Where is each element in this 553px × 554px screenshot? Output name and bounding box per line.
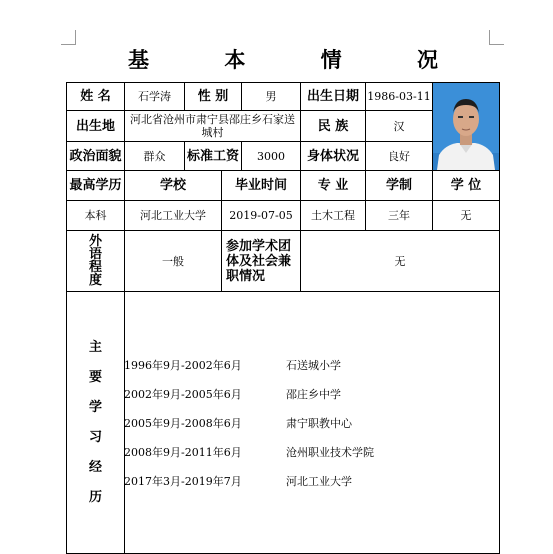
associations-value: 无 xyxy=(300,230,500,292)
health-value: 良好 xyxy=(365,141,433,171)
history-item xyxy=(124,467,374,496)
ethnicity-value: 汉 xyxy=(365,110,433,142)
gender-value: 男 xyxy=(241,82,301,111)
history-period: 2008年9月-2011年6月 xyxy=(124,446,242,459)
education-label: 最高学历 xyxy=(66,170,125,201)
page-title: 基 本 情 况 xyxy=(128,47,472,72)
history-item xyxy=(124,351,374,380)
history-item xyxy=(124,380,374,409)
language-value: 一般 xyxy=(124,230,222,292)
history-school: 邵庄乡中学 xyxy=(286,388,341,401)
grad-time-label: 毕业时间 xyxy=(221,170,301,201)
history-school: 沧州职业技术学院 xyxy=(286,446,374,459)
history-item xyxy=(124,409,374,438)
crop-mark-right xyxy=(489,30,504,45)
education-value: 本科 xyxy=(66,200,125,231)
salary-value: 3000 xyxy=(241,141,301,171)
gender-label: 性 别 xyxy=(184,82,242,111)
birthplace-label: 出生地 xyxy=(66,110,125,142)
birth-date-label: 出生日期 xyxy=(300,82,366,111)
associations-label: 参加学术团体及社会兼职情况 xyxy=(221,230,301,292)
photo-frame xyxy=(432,82,500,171)
name-value: 石学涛 xyxy=(124,82,185,111)
duration-label: 学制 xyxy=(365,170,433,201)
grad-time-value: 2019-07-05 xyxy=(221,200,301,231)
birthplace-value: 河北省沧州市肃宁县邵庄乡石家送城村 xyxy=(124,110,301,142)
history-period: 1996年9月-2002年6月 xyxy=(124,359,242,372)
degree-label: 学 位 xyxy=(432,170,500,201)
history-period: 2002年9月-2005年6月 xyxy=(124,388,242,401)
birth-date-value: 1986-03-11 xyxy=(365,82,433,111)
name-label: 姓 名 xyxy=(66,82,125,111)
person-photo-icon xyxy=(433,83,499,170)
political-label: 政治面貌 xyxy=(66,141,125,171)
history-school: 河北工业大学 xyxy=(286,475,352,488)
major-label: 专 业 xyxy=(300,170,366,201)
history-school: 石送城小学 xyxy=(286,359,341,372)
salary-label: 标准工资 xyxy=(184,141,242,171)
history-list xyxy=(124,351,374,496)
duration-value: 三年 xyxy=(365,200,433,231)
health-label: 身体状况 xyxy=(300,141,366,171)
school-label: 学校 xyxy=(124,170,222,201)
language-label: 外语程度 xyxy=(66,230,125,292)
major-value: 土木工程 xyxy=(300,200,366,231)
school-value: 河北工业大学 xyxy=(124,200,222,231)
history-item xyxy=(124,438,374,467)
history-period: 2017年3月-2019年7月 xyxy=(124,475,242,488)
history-label: 主要学习经历 xyxy=(66,291,125,554)
degree-value: 无 xyxy=(432,200,500,231)
history-period: 2005年9月-2008年6月 xyxy=(124,417,242,430)
history-school: 肃宁职教中心 xyxy=(286,417,352,430)
political-value: 群众 xyxy=(124,141,185,171)
crop-mark-left xyxy=(61,30,76,45)
ethnicity-label: 民 族 xyxy=(300,110,366,142)
